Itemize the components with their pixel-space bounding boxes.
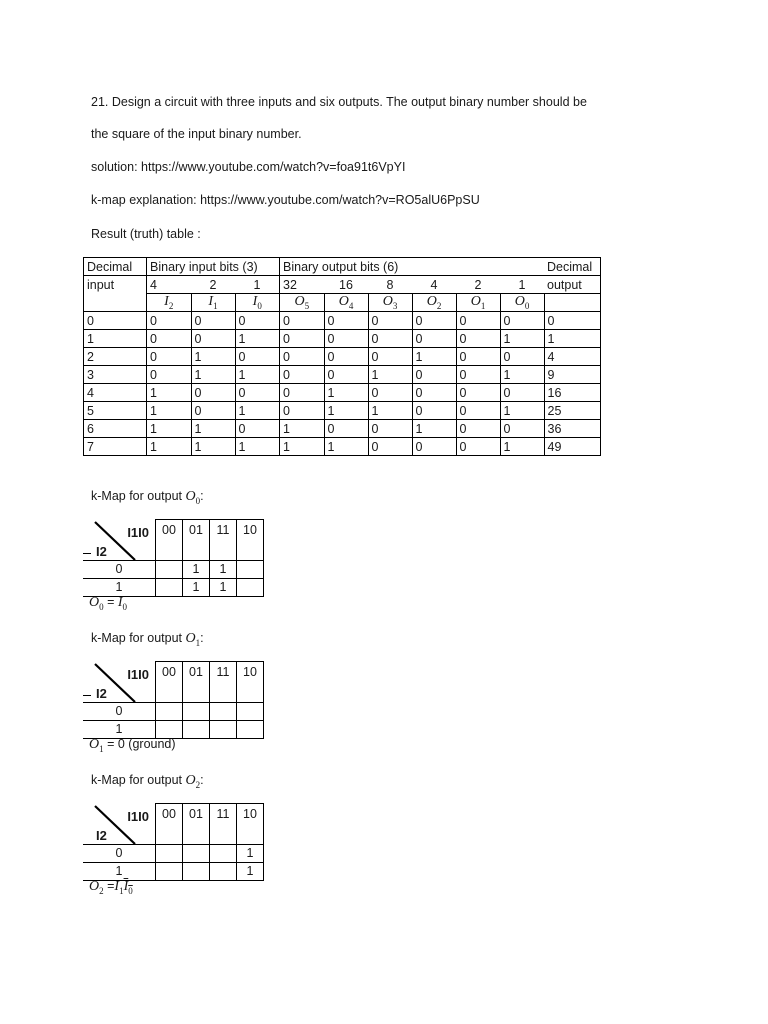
output-symbol: $O_0$ [514,294,530,311]
table-cell: 0 [368,384,412,402]
table-cell: 49 [544,438,601,456]
table-row [84,348,601,366]
output-weight: 2 [474,277,482,292]
kmap-title-symbol: $O_0$ [185,489,201,506]
truth-table [83,257,601,456]
table-cell: 0 [500,312,544,330]
table-cell: 0 [500,420,544,438]
output-symbol-cell [500,294,544,312]
table-cell: 0 [412,330,456,348]
symbol-empty-cell [544,294,601,312]
table-cell: 0 [500,384,544,402]
kmap-row-label: 1 [83,720,156,738]
table-cell: 2 [84,348,147,366]
output-symbol-cell [412,294,456,312]
table-cell: 0 [235,420,280,438]
kmap-row-label: 0 [83,844,156,862]
table-cell: 9 [544,366,601,384]
table-cell: 0 [456,402,500,420]
kmap-row-label: 1 [83,862,156,880]
kmap-row-variable: I2 [96,543,107,559]
table-cell: 0 [368,330,412,348]
table-cell: 1 [500,366,544,384]
table-cell: 0 [324,348,368,366]
table-cell: 0 [412,312,456,330]
kmap-title-symbol: $O_1$ [185,631,201,648]
table-cell: 0 [191,384,235,402]
table-cell: 1 [147,438,192,456]
table-cell: 1 [412,348,456,366]
kmap-explanation-link[interactable]: k-map explanation: https://www.youtube.com/watch?v=RO5alU6PpSU [91,193,480,207]
equation-lhs: $O_0$ [89,595,104,612]
table-cell: 3 [84,366,147,384]
table-cell: 0 [544,312,601,330]
equation-lhs: $O_1$ [89,737,104,754]
table-cell: 1 [368,402,412,420]
table-cell: 0 [412,384,456,402]
table-cell: 0 [280,366,325,384]
table-cell: 0 [147,330,192,348]
table-cell: 0 [500,348,544,366]
table-cell: 5 [84,402,147,420]
kmap-grid [83,519,264,597]
table-cell: 0 [368,348,412,366]
output-symbol: $O_1$ [470,294,486,311]
header-decimal-output: Decimal [544,258,601,276]
table-cell: 0 [412,366,456,384]
input-weight: 1 [253,277,261,292]
table-cell: 1 [368,366,412,384]
output-symbol: $O_2$ [426,294,442,311]
kmap-cell [156,578,183,596]
kmap-cell [237,578,264,596]
table-row [84,402,601,420]
kmap-cell: 1 [183,560,210,578]
table-cell: 0 [235,348,280,366]
table-cell: 1 [235,438,280,456]
kmap-cell [156,720,183,738]
table-cell: 1 [500,438,544,456]
table-cell: 0 [456,312,500,330]
table-cell: 4 [84,384,147,402]
kmap-column-header: 10 [237,662,264,703]
kmap-column-header: 01 [183,804,210,845]
input-weight: 4 [147,276,192,294]
table-cell: 0 [324,330,368,348]
input-weight: 2 [209,277,217,292]
kmap-title: k-Map for output $O_2$: [91,773,204,790]
kmap-corner [83,804,156,845]
kmap-cell: 1 [237,862,264,880]
output-weight: 16 [339,277,353,292]
kmap-cell: 1 [183,578,210,596]
question-line-2: the square of the input binary number. [91,127,302,141]
kmap-row-label: 1 [83,578,156,596]
table-cell: 0 [456,384,500,402]
table-cell: 1 [191,348,235,366]
table-row [84,330,601,348]
output-weight: 8 [386,277,394,292]
kmap-tick-mark [83,553,91,554]
table-cell: 0 [324,420,368,438]
kmap-cell: 1 [210,578,237,596]
header-binary-input: Binary input bits (3) [147,258,280,276]
table-row [84,366,601,384]
table-cell: 0 [191,312,235,330]
kmap-cell [156,844,183,862]
table-cell: 1 [544,330,601,348]
table-cell: 4 [544,348,601,366]
truth-table-header-row-2 [84,276,601,294]
kmap-corner [83,662,156,703]
table-cell: 1 [191,438,235,456]
kmap-column-header: 00 [156,662,183,703]
table-row [84,438,601,456]
table-cell: 25 [544,402,601,420]
kmap-corner [83,520,156,561]
output-symbol-cell [280,294,325,312]
table-cell: 0 [280,402,325,420]
table-cell: 0 [191,330,235,348]
table-cell: 0 [368,438,412,456]
kmap-column-header: 01 [183,520,210,561]
table-cell: 1 [147,384,192,402]
table-cell: 7 [84,438,147,456]
table-cell: 1 [324,384,368,402]
kmap-cell [156,862,183,880]
kmap-column-header: 11 [210,662,237,703]
kmap-cell [237,720,264,738]
kmap-column-header: 11 [210,520,237,561]
table-cell: 0 [280,312,325,330]
kmap-cell: 1 [237,844,264,862]
kmap-column-header: 01 [183,662,210,703]
kmap-tick-mark [83,695,91,696]
table-cell: 1 [84,330,147,348]
table-cell: 1 [500,330,544,348]
table-cell: 0 [456,420,500,438]
table-row [84,312,601,330]
table-cell: 0 [412,402,456,420]
header-decimal-output-2: output [544,276,601,294]
solution-link[interactable]: solution: https://www.youtube.com/watch?v=foa91t6VpYI [91,160,406,174]
input-symbol-cell [191,294,235,312]
input-symbol: $I_2$ [164,294,174,311]
table-cell: 0 [324,366,368,384]
kmap-row-label: 0 [83,702,156,720]
table-cell: 0 [412,438,456,456]
kmap-column-variables: I1I0 [127,666,149,682]
table-cell: 1 [280,438,325,456]
output-symbol-cell [456,294,500,312]
output-symbol: $O_5$ [294,294,310,311]
table-cell: 16 [544,384,601,402]
output-symbol-cell [324,294,368,312]
truth-table-header-row-1 [84,258,601,276]
table-cell: 0 [280,348,325,366]
table-cell: 0 [456,330,500,348]
table-cell: 0 [235,384,280,402]
table-cell: 0 [456,438,500,456]
kmap-column-header: 00 [156,520,183,561]
kmap-column-header: 10 [237,520,264,561]
table-cell: 0 [147,366,192,384]
kmap-cell [237,702,264,720]
table-cell: 6 [84,420,147,438]
output-weight: 4 [430,277,438,292]
table-cell: 1 [147,420,192,438]
equation-rhs: $I_0$ [117,595,128,612]
input-symbol-cell [235,294,280,312]
kmap-row-variable: I2 [96,827,107,843]
question-line-1: 21. Design a circuit with three inputs and six outputs. The output binary number should be [91,95,587,109]
kmap-cell [183,720,210,738]
table-cell: 1 [500,402,544,420]
kmap-cell [156,560,183,578]
kmap-cell: 1 [210,560,237,578]
table-cell: 36 [544,420,601,438]
input-symbol-cell [147,294,192,312]
header-decimal-input-2: input [84,276,147,294]
header-decimal-input: Decimal [84,258,147,276]
output-symbol-cell [368,294,412,312]
table-cell: 1 [191,366,235,384]
kmap-cell [183,702,210,720]
table-cell: 0 [280,384,325,402]
output-symbol: $O_4$ [338,294,354,311]
kmap-cell [156,702,183,720]
table-cell: 0 [368,420,412,438]
kmap-cell [183,844,210,862]
table-cell: 0 [280,330,325,348]
kmap-title: k-Map for output $O_0$: [91,489,204,506]
table-cell: 0 [456,348,500,366]
kmap-row-variable: I2 [96,685,107,701]
table-row [84,384,601,402]
truth-table-symbol-row [84,294,601,312]
kmap-equation: $O_1 = 0$ (ground) [89,737,176,754]
kmap-title-symbol: $O_2$ [185,773,201,790]
kmap-equation: $O_0 = I_0$ [89,595,128,612]
table-cell: 0 [191,402,235,420]
output-weight: 1 [518,277,526,292]
result-table-label: Result (truth) table : [91,227,201,241]
output-weight: 32 [280,276,325,294]
table-cell: 0 [84,312,147,330]
table-cell: 0 [368,312,412,330]
equation-lhs: $O_2$ [89,879,104,896]
table-cell: 1 [324,438,368,456]
table-cell: 0 [456,366,500,384]
table-cell: 1 [235,330,280,348]
table-cell: 1 [147,402,192,420]
kmap-cell [237,560,264,578]
table-cell: 0 [147,348,192,366]
table-cell: 1 [324,402,368,420]
equation-rhs: $I_1$ [114,879,124,896]
kmap-cell [210,862,237,880]
kmap-equation: $O_2 =I_1I_0$ [89,879,133,896]
kmap-cell [183,862,210,880]
table-cell: 1 [412,420,456,438]
kmap-column-header: 11 [210,804,237,845]
table-row [84,420,601,438]
header-binary-output: Binary output bits (6) [280,258,545,276]
table-cell: 0 [324,312,368,330]
kmap-title: k-Map for output $O_1$: [91,631,204,648]
equation-rhs-complement: $I_0$ [123,879,133,896]
output-symbol: $O_3$ [382,294,398,311]
table-cell: 1 [191,420,235,438]
kmap-grid [83,803,264,881]
kmap-column-header: 10 [237,804,264,845]
table-cell: 1 [235,402,280,420]
kmap-cell [210,844,237,862]
kmap-grid [83,661,264,739]
kmap-cell [210,702,237,720]
kmap-column-variables: I1I0 [127,524,149,540]
kmap-column-header: 00 [156,804,183,845]
input-symbol: $I_1$ [208,294,218,311]
table-cell: 1 [280,420,325,438]
table-cell: 0 [147,312,192,330]
kmap-column-variables: I1I0 [127,808,149,824]
table-cell: 0 [235,312,280,330]
kmap-cell [210,720,237,738]
table-cell: 1 [235,366,280,384]
symbol-empty-cell [84,294,147,312]
kmap-row-label: 0 [83,560,156,578]
input-symbol: $I_0$ [252,294,262,311]
